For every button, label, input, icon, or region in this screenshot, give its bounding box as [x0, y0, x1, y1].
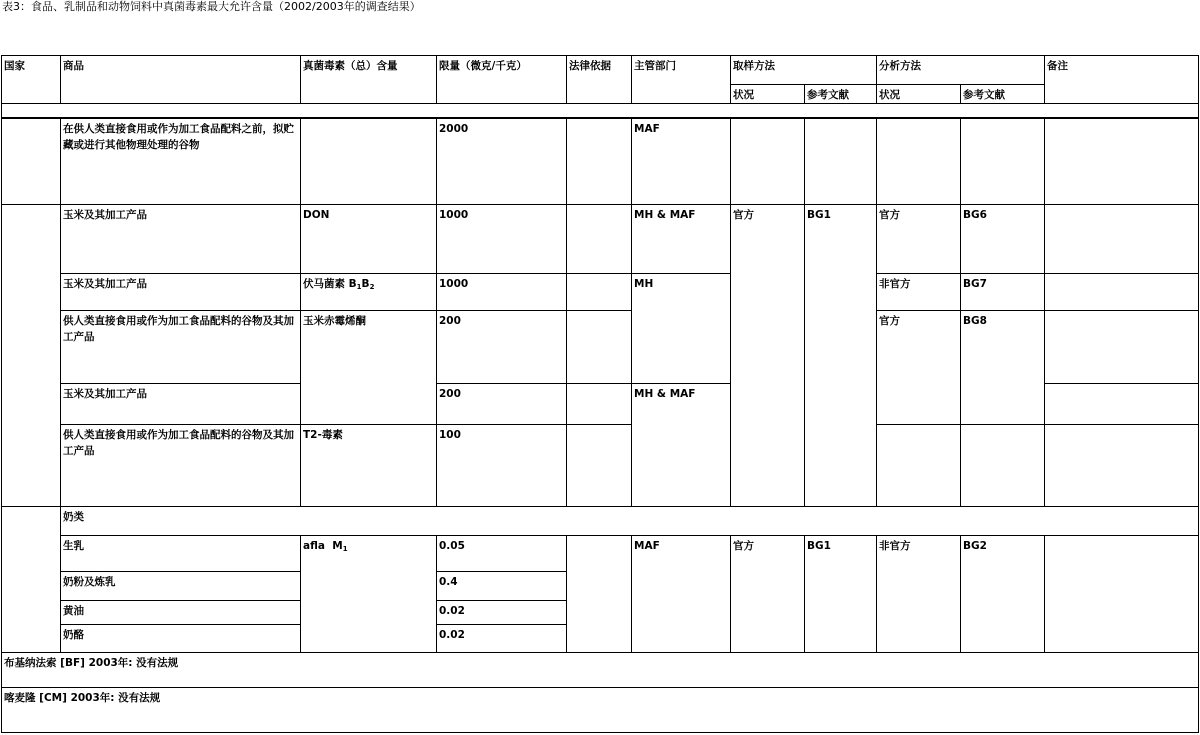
table-row	[2, 652, 1199, 687]
authority-cell: MH & MAF	[632, 383, 731, 506]
commodity-cell: 奶粉及炼乳	[61, 571, 301, 600]
limit-cell: 200	[437, 383, 567, 424]
remarks-cell	[1045, 383, 1199, 424]
legal-basis-cell	[567, 204, 632, 273]
analysis-status-cell: 非官方	[877, 535, 961, 652]
country-cell	[2, 118, 61, 204]
analysis-reference-cell	[961, 118, 1045, 204]
sampling-status-cell: 官方	[731, 535, 805, 652]
sampling-reference-cell	[805, 118, 877, 204]
country-note-row: 喀麦隆 [CM] 2003年: 没有法规	[2, 687, 1199, 732]
analysis-status-cell: 官方	[877, 310, 961, 424]
header-legal-basis: 法律依据	[567, 56, 632, 104]
header-analysis: 分析方法	[877, 56, 1045, 85]
limit-cell: 100	[437, 424, 567, 506]
commodity-cell: 黄油	[61, 600, 301, 624]
mycotoxin-cell: afla $M_1$	[301, 535, 437, 652]
authority-cell: MH	[632, 273, 731, 383]
analysis-status-cell: 非官方	[877, 273, 961, 310]
commodity-cell: 供人类直接食用或作为加工食品配料的谷物及其加工产品	[61, 310, 301, 383]
remarks-cell	[1045, 424, 1199, 506]
remarks-cell	[1045, 273, 1199, 310]
mycotoxin-cell: T2-毒素	[301, 424, 437, 506]
legal-basis-cell	[567, 383, 632, 424]
table-row	[2, 204, 1199, 273]
mycotoxin-cell: DON	[301, 204, 437, 273]
table-row	[2, 273, 1199, 310]
table-row	[2, 310, 1199, 383]
remarks-cell	[1045, 118, 1199, 204]
remarks-cell	[1045, 204, 1199, 273]
commodity-cell: 生乳	[61, 535, 301, 571]
table-caption: 表3：食品、乳制品和动物饲料中真菌毒素最大允许含量（2002/2003年的调查结果）	[2, 0, 421, 13]
sampling-status-cell: 官方	[731, 204, 805, 506]
analysis-reference-cell: BG6	[961, 204, 1045, 273]
country-cell	[2, 204, 61, 506]
header-sampling: 取样方法	[731, 56, 877, 85]
legal-basis-cell	[567, 535, 632, 652]
limit-cell: 1000	[437, 204, 567, 273]
limit-cell: 0.02	[437, 600, 567, 624]
remarks-cell	[1045, 310, 1199, 383]
table-row	[2, 506, 1199, 535]
commodity-cell: 玉米及其加工产品	[61, 204, 301, 273]
limit-cell: 0.05	[437, 535, 567, 571]
authority-cell: MAF	[632, 535, 731, 652]
table-row	[2, 118, 1199, 204]
legal-basis-cell	[567, 424, 632, 506]
header-mycotoxin: 真菌毒素（总）含量	[301, 56, 437, 104]
header-analysis-status: 状况	[877, 85, 961, 104]
header-country: 国家	[2, 56, 61, 104]
analysis-reference-cell: BG2	[961, 535, 1045, 652]
analysis-reference-cell: BG8	[961, 310, 1045, 424]
header-commodity: 商品	[61, 56, 301, 104]
commodity-cell: 奶酪	[61, 624, 301, 652]
header-limit: 限量（微克/千克）	[437, 56, 567, 104]
header-analysis-reference: 参考文献	[961, 85, 1045, 104]
separator-cell	[2, 104, 1199, 119]
remarks-cell	[1045, 535, 1199, 652]
analysis-status-cell	[877, 424, 961, 506]
header-separator-row	[2, 104, 1199, 119]
commodity-cell: 玉米及其加工产品	[61, 273, 301, 310]
table-row	[2, 535, 1199, 571]
analysis-reference-cell	[961, 424, 1045, 506]
header-sampling-status: 状况	[731, 85, 805, 104]
analysis-status-cell: 官方	[877, 204, 961, 273]
sampling-status-cell	[731, 118, 805, 204]
mycotoxin-cell: 伏马菌素 $B_1B_2$	[301, 273, 437, 310]
legal-basis-cell	[567, 310, 632, 383]
limit-cell: 1000	[437, 273, 567, 310]
limit-cell: 2000	[437, 118, 567, 204]
sampling-reference-cell: BG1	[805, 204, 877, 506]
dairy-section-header: 奶类	[61, 506, 1199, 535]
authority-cell: MAF	[632, 118, 731, 204]
commodity-cell: 供人类直接食用或作为加工食品配料的谷物及其加工产品	[61, 424, 301, 506]
header-authority: 主管部门	[632, 56, 731, 104]
legal-basis-cell	[567, 273, 632, 310]
legal-basis-cell	[567, 118, 632, 204]
mycotoxin-cell	[301, 118, 437, 204]
country-note-row: 布基纳法索 [BF] 2003年: 没有法规	[2, 652, 1199, 687]
limit-cell: 0.4	[437, 571, 567, 600]
analysis-status-cell	[877, 118, 961, 204]
header-remarks: 备注	[1045, 56, 1199, 104]
country-cell	[2, 506, 61, 652]
table-row	[2, 424, 1199, 506]
commodity-cell: 玉米及其加工产品	[61, 383, 301, 424]
commodity-cell: 在供人类直接食用或作为加工食品配料之前，拟贮藏或进行其他物理处理的谷物	[61, 118, 301, 204]
authority-cell: MH & MAF	[632, 204, 731, 273]
table-row	[2, 687, 1199, 732]
mycotoxin-limits-table	[1, 55, 1199, 733]
limit-cell: 0.02	[437, 624, 567, 652]
header-sampling-reference: 参考文献	[805, 85, 877, 104]
limit-cell: 200	[437, 310, 567, 383]
mycotoxin-cell: 玉米赤霉烯酮	[301, 310, 437, 424]
sampling-reference-cell: BG1	[805, 535, 877, 652]
analysis-reference-cell: BG7	[961, 273, 1045, 310]
